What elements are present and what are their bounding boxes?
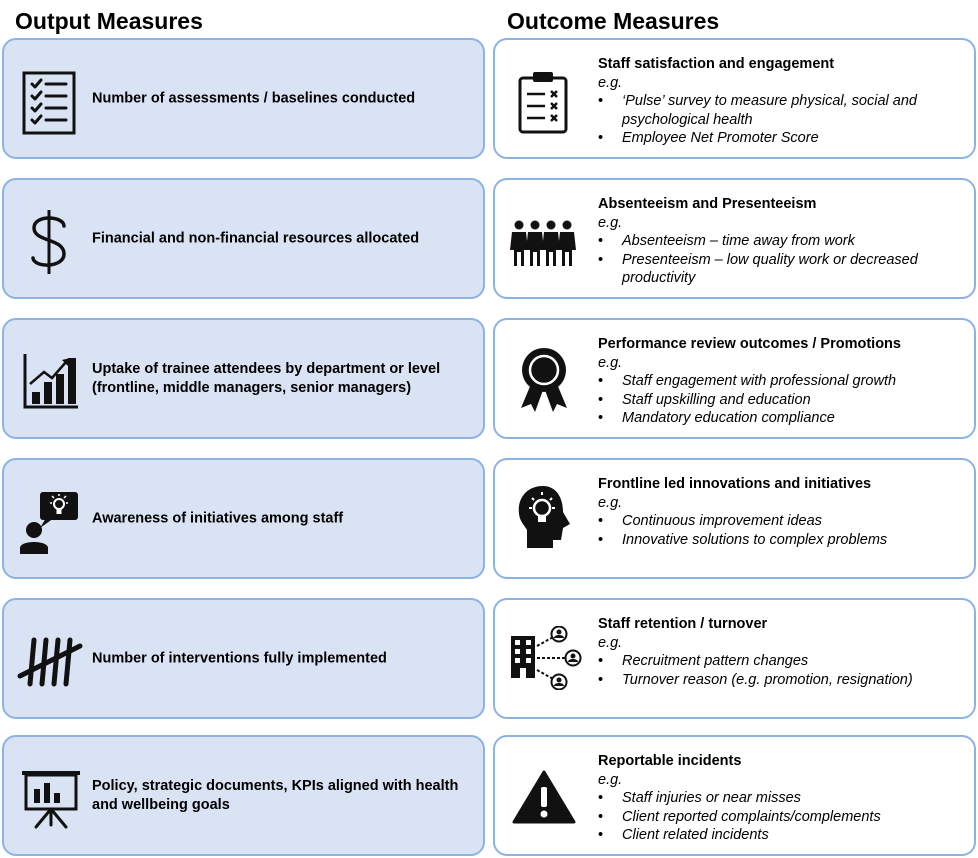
output-label: Awareness of initiatives among staff (92, 510, 344, 526)
checklist-icon (20, 70, 78, 136)
outcome-content (598, 615, 968, 689)
outcome-box-incidents (493, 735, 976, 856)
output-box-uptake (2, 318, 485, 439)
outcome-content (598, 335, 968, 428)
output-label: Number of assessments / baselines conducted (92, 90, 416, 106)
outcome-bullet: • Employee Net Promoter Score (598, 129, 968, 148)
outcome-bullet: • Recruitment pattern changes (598, 652, 968, 671)
warning-icon (511, 769, 577, 825)
output-box-awareness (2, 458, 485, 579)
outcome-title: Performance review outcomes / Promotions (598, 336, 901, 352)
outcome-bullet: • Presenteeism – low quality work or decreased productivity (598, 251, 968, 288)
outcome-content (598, 475, 968, 549)
award-icon (517, 346, 571, 414)
outcome-content (598, 55, 968, 148)
outcome-title: Reportable incidents (598, 753, 742, 769)
building-network-icon (509, 626, 583, 690)
output-box-assessments (2, 38, 485, 159)
outcome-title: Frontline led innovations and initiatives (598, 476, 872, 492)
outcome-box-performance (493, 318, 976, 439)
outcome-box-innovations (493, 458, 976, 579)
outcome-bullet: • Absenteeism – time away from work (598, 232, 968, 251)
outcome-box-satisfaction (493, 38, 976, 159)
output-box-policy (2, 735, 485, 856)
output-label: Uptake of trainee attendees by department or level (frontline, middle managers, senior managers) (92, 360, 441, 396)
outcome-bullet: • Client reported complaints/complements (598, 808, 968, 827)
outcome-content (598, 752, 968, 845)
bar-chart-icon (22, 352, 80, 410)
outcome-title: Staff retention / turnover (598, 616, 768, 632)
outcome-eg: e.g. (598, 494, 623, 511)
dollar-icon (26, 206, 72, 278)
outcome-bullet: • Continuous improvement ideas (598, 512, 968, 531)
outcome-bullet: • Staff upskilling and education (598, 391, 968, 410)
person-idea-icon (20, 490, 82, 554)
output-label: Policy, strategic documents, KPIs aligned with health and wellbeing goals (92, 777, 459, 813)
outcome-bullet: • Innovative solutions to complex problems (598, 531, 968, 550)
outcome-bullet: • Client related incidents (598, 826, 968, 845)
presentation-icon (20, 769, 82, 831)
output-label: Number of interventions fully implemented (92, 650, 387, 666)
outcome-bullet: • Turnover reason (e.g. promotion, resignation) (598, 671, 968, 690)
outcome-bullet: • Staff injuries or near misses (598, 789, 968, 808)
tally-icon (16, 634, 84, 688)
output-measures-heading: Output Measures (15, 8, 203, 34)
clipboard-icon (517, 70, 569, 134)
outcome-box-absenteeism (493, 178, 976, 299)
outcome-box-retention (493, 598, 976, 719)
output-label: Financial and non-financial resources allocated (92, 230, 420, 246)
outcome-eg: e.g. (598, 74, 623, 91)
outcome-bullet: • ‘Pulse’ survey to measure physical, social and psychological health (598, 92, 968, 129)
people-icon (509, 220, 579, 266)
head-lightbulb-icon (515, 484, 573, 550)
outcome-bullet: • Mandatory education compliance (598, 409, 968, 428)
output-box-interventions (2, 598, 485, 719)
outcome-eg: e.g. (598, 634, 623, 651)
outcome-measures-heading: Outcome Measures (507, 8, 720, 34)
outcome-bullet: • Staff engagement with professional growth (598, 372, 968, 391)
outcome-eg: e.g. (598, 214, 623, 231)
outcome-eg: e.g. (598, 771, 623, 788)
output-box-resources (2, 178, 485, 299)
outcome-eg: e.g. (598, 354, 623, 371)
outcome-title: Staff satisfaction and engagement (598, 56, 835, 72)
outcome-content (598, 195, 968, 288)
outcome-title: Absenteeism and Presenteeism (598, 196, 817, 212)
